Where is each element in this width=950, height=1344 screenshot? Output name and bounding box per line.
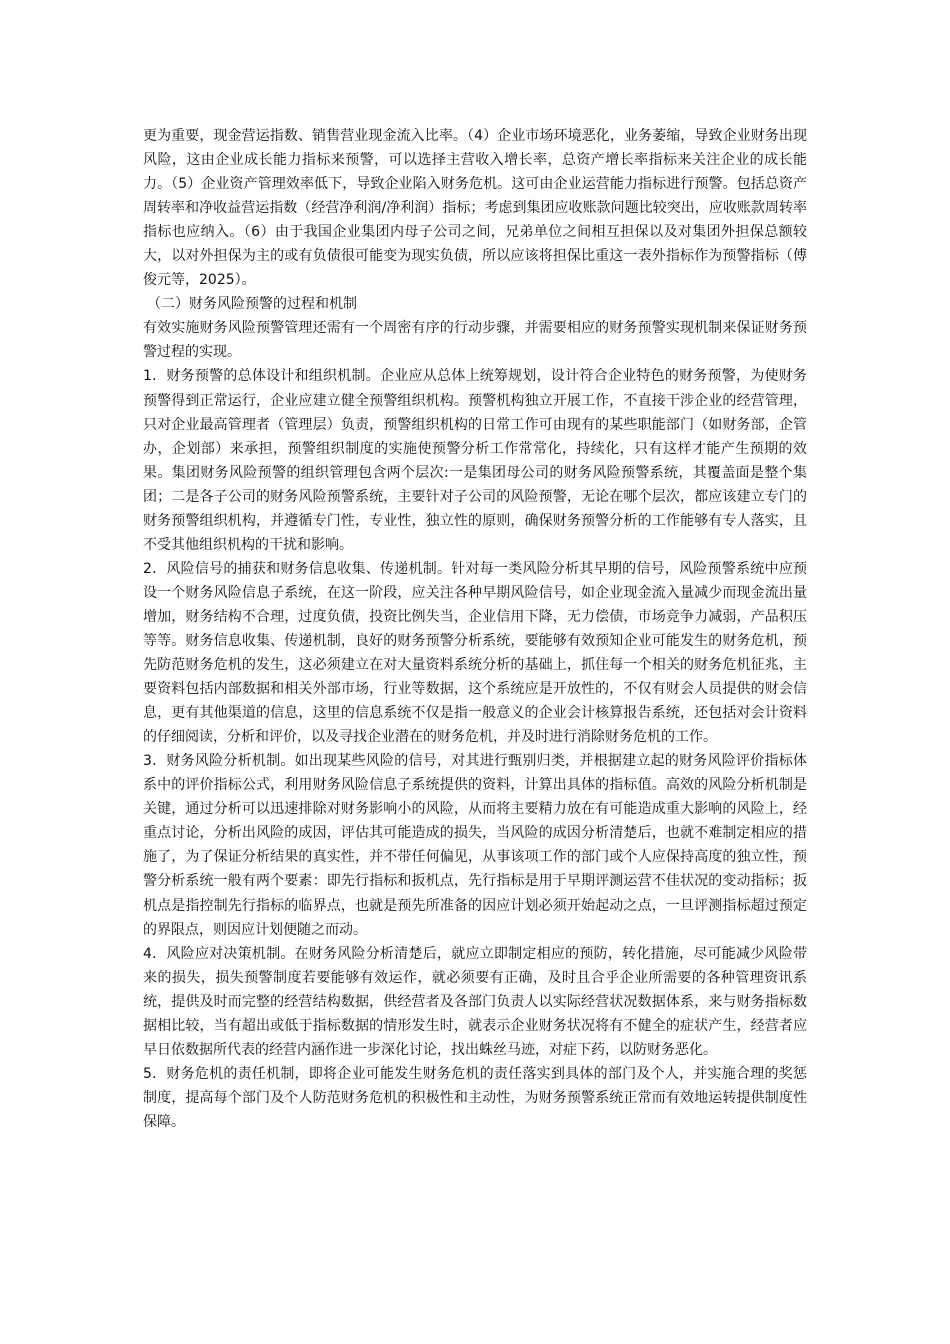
- paragraph-item-3-risk-analysis: 3．财务风险分析机制。如出现某些风险的信号，对其进行甄别归类，并根据建立起的财务风险评价指标体系中的评价指标公式，利用财务风险信息子系统提供的资料，计算出具体的指标值。高效的风险分析机制是关键，通过分析可以迅速排除对财务影响小的风险，从而将主要精力放在有可能造成重大影响的风险上，经重点讨论，分析出风险的成因，评估其可能造成的损失，当风险的成因分析清楚后，也就不难制定相应的措施了，为了保证分析结果的真实性，并不带任何偏见，从事该项工作的部门或个人应保持高度的独立性，预警分析系统一般有两个要素：即先行指标和扳机点，先行指标是用于早期评测运营不佳状况的变动指标；扳机点是指控制先行指标的临界点，也就是预先所准备的因应计划必须开始起动之点，一旦评测指标超过预定的界限点，则因应计划便随之而动。: [143, 753, 807, 938]
- paragraph-indicator-continuation: 更为重要，现金营运指数、销售营业现金流入比率。（4）企业市场环境恶化，业务萎缩，导致企业财务出现风险，这由企业成长能力指标来预警，可以选择主营收入增长率，总资产增长率指标来关注企业的成长能力。（5）企业资产管理效率低下，导致企业陷入财务危机。这可由企业运营能力指标进行预警。包括总资产周转率和净收益营运指数（经营净利润/净利润）指标；考虑到集团应收账款问题比较突出，应收账款周转率指标也应纳入。（6）由于我国企业集团内母子公司之间，兄弟单位之间相互担保以及对集团外担保总额较大，以对外担保为主的或有负债很可能变为现实负债，所以应该将担保比重这一表外指标作为预警指标（傅俊元等，2025）。: [143, 128, 807, 289]
- paragraph-item-4-response-decision: 4．风险应对决策机制。在财务风险分析清楚后，就应立即制定相应的预防，转化措施，尽可能减少风险带来的损失，损失预警制度若要能够有效运作，就必须要有正确，及时且合乎企业所需要的各种管理资讯系统，提供及时而完整的经营结构数据，供经营者及各部门负责人以实际经营状况数据体系，来与财务指标数据相比较，当有超出或低于指标数据的情形发生时，就表示企业财务状况将有不健全的症状产生，经营者应早日依数据所代表的经营内涵作进一步深化讨论，找出蛛丝马迹，对症下药，以防财务恶化。: [143, 945, 807, 1058]
- section-heading-early-warning-process: （二）财务风险预警的过程和机制: [147, 296, 357, 313]
- paragraph-item-2-signal-capture: 2．风险信号的捕获和财务信息收集、传递机制。针对每一类风险分析其早期的信号，风险预警系统中应预设一个财务风险信息子系统，在这一阶段，应关注各种早期风险信号，如企业现金流入量减少而现金流出量增加，财务结构不合理，过度负债，投资比例失当，企业信用下降，无力偿债，市场竞争力减弱，产品积压等等。财务信息收集、传递机制，良好的财务预警分析系统，要能够有效预知企业可能发生的财务危机，预先防范财务危机的发生，这必须建立在对大量资料系统分析的基础上，抓住每一个相关的财务危机征兆，主要资料包括内部数据和相关外部市场，行业等数据，这个系统应是开放性的，不仅有财会人员提供的财会信息，更有其他渠道的信息，这里的信息系统不仅是指一般意义的企业会计核算报告系统，还包括对会计资料的仔细阅读，分析和评价，以及寻找企业潜在的财务危机，并及时进行消除财务危机的工作。: [143, 560, 807, 746]
- document-body: [143, 124, 807, 1134]
- paragraph-item-5-responsibility: 5．财务危机的责任机制，即将企业可能发生财务危机的责任落实到具体的部门及个人，并实施合理的奖惩制度，提高每个部门及个人防范财务危机的积极性和主动性，为财务预警系统正常而有效地运转提供制度性保障。: [143, 1065, 807, 1130]
- paragraph-item-1-design-organization: 1．财务预警的总体设计和组织机制。企业应从总体上统筹规划，设计符合企业特色的财务预警，为使财务预警得到正常运行，企业应建立健全预警组织机构。预警机构独立开展工作，不直接干涉企业的经营管理，只对企业最高管理者（管理层）负责，预警组织机构的日常工作可由现有的某些职能部门（如财务部，企管办，企划部）来承担，预警组织制度的实施使预警分析工作常常化，持续化，只有这样才能产生预期的效果。集团财务风险预警的组织管理包含两个层次:一是集团母公司的财务风险预警系统，其覆盖面是整个集团；二是各子公司的财务风险预警系统，主要针对子公司的风险预警，无论在哪个层次，都应该建立专门的财务预警组织机构，并遵循专门性，专业性，独立性的原则，确保财务预警分析的工作能够有专人落实，且不受其他组织机构的干扰和影响。: [143, 368, 807, 553]
- paragraph-intro-process: 有效实施财务风险预警管理还需有一个周密有序的行动步骤，并需要相应的财务预警实现机制来保证财务预警过程的实现。: [143, 320, 807, 361]
